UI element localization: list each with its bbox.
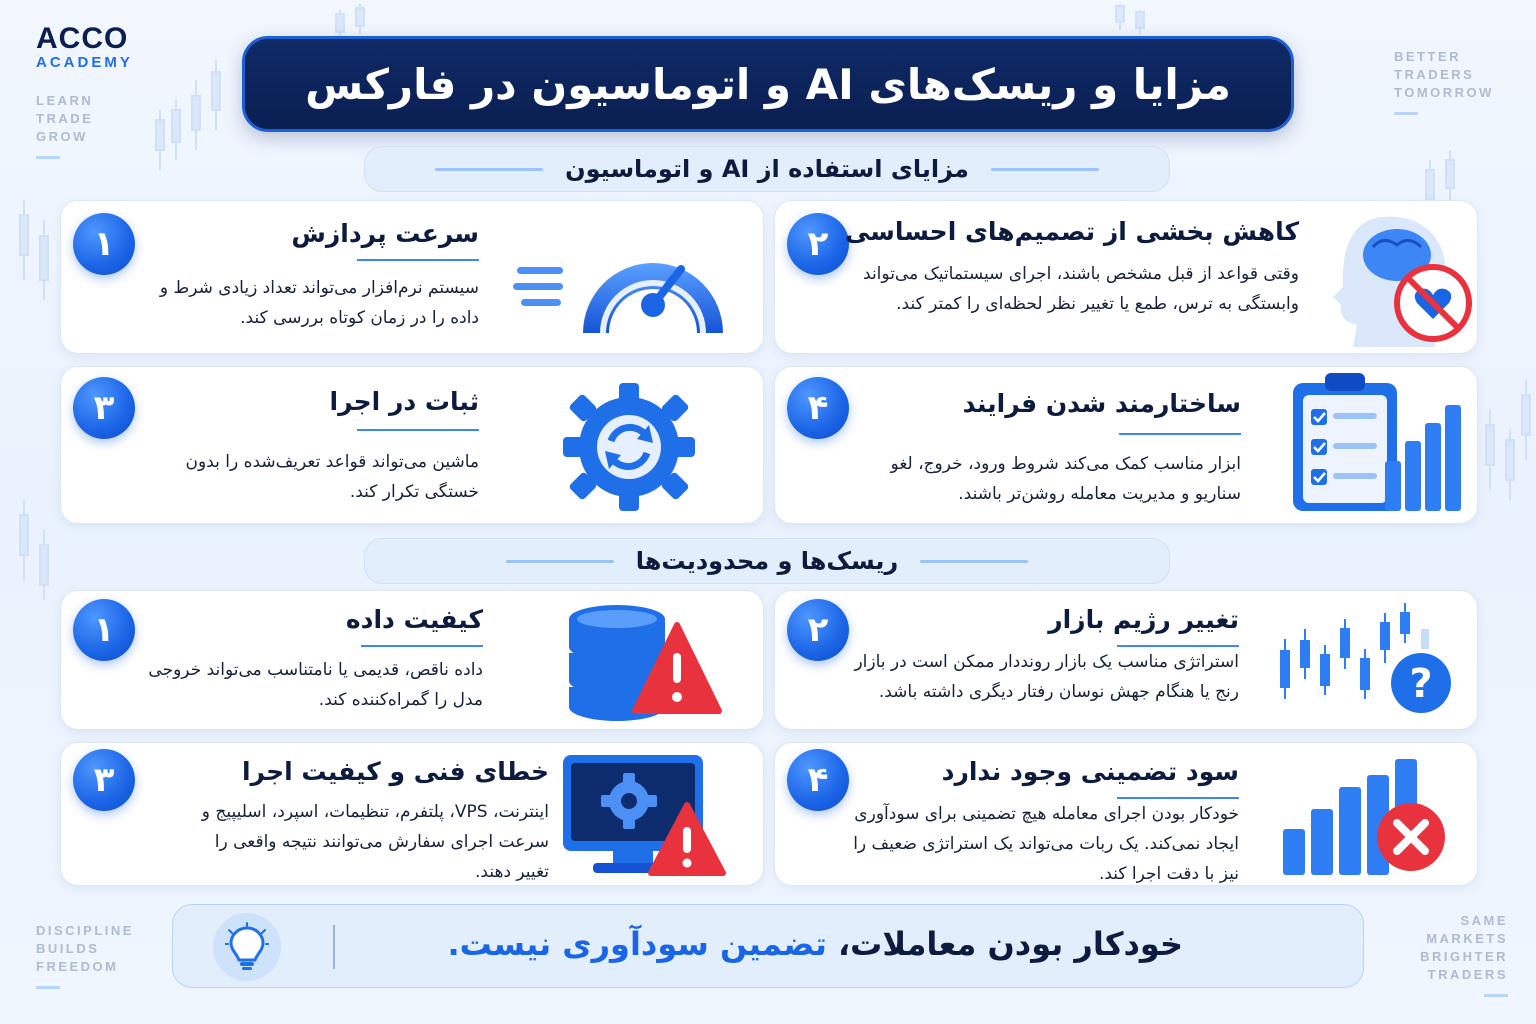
card-number: ۳ <box>73 749 135 811</box>
footer-text-accent: تضمین سودآوری نیست. <box>447 925 827 963</box>
footer-banner <box>172 904 1364 988</box>
title-underline <box>361 645 483 647</box>
side-text-line: LEARN <box>36 93 94 108</box>
candles-question-icon <box>1275 599 1471 723</box>
side-text-top-right <box>1394 48 1494 115</box>
card-body: خودکار بودن اجرای معامله هیچ تضمینی برای سودآوری ایجاد نمی‌کند. یک ربات می‌تواند یک استراتژی ضعیف را نیز با دقت اجرا کند. <box>853 804 1239 884</box>
accent-bar <box>36 156 60 159</box>
heading-line <box>991 168 1099 171</box>
card-body: وقتی قواعد از قبل مشخص باشند، اجرای سیستماتیک می‌تواند وابستگی به ترس، طمع یا تغییر نظر لحظه‌ای را کمتر کند. <box>863 264 1299 314</box>
risks-heading <box>364 538 1170 584</box>
heading-line <box>506 560 614 563</box>
card-title: کیفیت داده <box>345 605 483 634</box>
side-text-line: GROW <box>36 129 88 144</box>
card-number: ۱ <box>73 599 135 661</box>
footer-text-main: خودکار بودن معاملات، <box>838 925 1183 963</box>
benefits-heading <box>364 146 1170 192</box>
brand-sub: ACADEMY <box>36 54 133 71</box>
brand-name: ACCO <box>36 22 129 55</box>
accent-bar <box>1394 112 1418 115</box>
side-text-top-left <box>36 92 93 159</box>
card-title: سود تضمینی وجود ندارد <box>941 757 1239 786</box>
title-underline <box>357 429 479 431</box>
card-body: ماشین می‌تواند قواعد تعریف‌شده را بدون خستگی تکرار کند. <box>185 452 479 502</box>
benefit-card-4 <box>774 366 1478 524</box>
monitor-warning-icon <box>557 751 727 879</box>
benefit-card-2 <box>774 200 1478 354</box>
card-title: خطای فنی و کیفیت اجرا <box>241 757 549 786</box>
card-body: استراتژی مناسب یک بازار رونددار ممکن است در بازار رنج یا هنگام جهش نوسان رفتار دیگری داشته باشد. <box>854 652 1239 702</box>
side-text-bottom-right <box>1420 912 1508 997</box>
speedometer-icon <box>513 215 733 345</box>
heading-line <box>435 168 543 171</box>
title-underline <box>357 259 479 261</box>
footer-divider <box>333 925 335 969</box>
card-body: اینترنت، VPS، پلتفرم، تنظیمات، اسپرد، اسلیپیج و سرعت اجرای سفارش می‌توانند نتیجه واقعی را تغییر دهند. <box>201 802 549 882</box>
clipboard-chart-icon <box>1287 369 1463 519</box>
accent-bar <box>36 986 60 989</box>
side-text-line: TOMORROW <box>1394 85 1494 100</box>
card-body: ابزار مناسب کمک می‌کند شروط ورود، خروج، لغو سناریو و مدیریت معامله روشن‌تر باشند. <box>890 454 1241 504</box>
side-text-line: FREEDOM <box>36 959 119 974</box>
brand-logo <box>36 24 133 72</box>
side-text-line: TRADE <box>36 111 94 126</box>
bars-cross-icon <box>1281 755 1451 877</box>
lightbulb-icon <box>213 913 281 981</box>
card-number: ۴ <box>787 749 849 811</box>
benefits-heading-text: مزایای استفاده از AI و اتوماسیون <box>565 155 969 183</box>
title-banner <box>242 36 1294 132</box>
card-number: ۲ <box>787 213 849 275</box>
title-underline <box>1119 433 1241 435</box>
side-text-line: MARKETS <box>1426 931 1508 946</box>
benefit-card-1 <box>60 200 764 354</box>
risk-card-3 <box>60 742 764 886</box>
card-body: سیستم نرم‌افزار می‌تواند تعداد زیادی شرط و داده را در زمان کوتاه بررسی کند. <box>159 278 479 328</box>
risk-card-1 <box>60 590 764 730</box>
page-title: مزایا و ریسک‌های AI و اتوماسیون در فارکس <box>305 59 1231 109</box>
side-text-bottom-left <box>36 922 134 989</box>
risk-card-4 <box>774 742 1478 886</box>
side-text-line: TRADERS <box>1427 967 1508 982</box>
card-number: ۳ <box>73 377 135 439</box>
side-text-line: BUILDS <box>36 941 100 956</box>
card-number: ۱ <box>73 213 135 275</box>
side-text-line: TRADERS <box>1394 67 1475 82</box>
head-no-emotion-icon <box>1323 207 1473 351</box>
heading-line <box>920 560 1028 563</box>
card-title: تغییر رژیم بازار <box>1048 605 1239 634</box>
risk-card-2 <box>774 590 1478 730</box>
card-title: کاهش بخشی از تصمیم‌های احساسی <box>844 217 1299 246</box>
side-text-line: BETTER <box>1394 49 1461 64</box>
svg-text:?: ? <box>1409 661 1433 707</box>
risks-heading-text: ریسک‌ها و محدودیت‌ها <box>635 547 899 575</box>
card-number: ۴ <box>787 377 849 439</box>
accent-bar <box>1484 994 1508 997</box>
card-title: ساختارمند شدن فرایند <box>962 389 1241 418</box>
gear-refresh-icon <box>549 379 709 515</box>
benefit-card-3 <box>60 366 764 524</box>
side-text-line: DISCIPLINE <box>36 923 134 938</box>
card-body: داده ناقص، قدیمی یا نامتناسب می‌تواند خروجی مدل را گمراه‌کننده کند. <box>148 660 483 710</box>
footer-message <box>447 925 1183 963</box>
card-title: سرعت پردازش <box>291 219 479 248</box>
side-text-line: BRIGHTER <box>1420 949 1508 964</box>
card-title: ثبات در اجرا <box>329 387 479 416</box>
card-number: ۲ <box>787 599 849 661</box>
side-text-line: SAME <box>1460 913 1508 928</box>
database-warning-icon <box>565 603 725 721</box>
